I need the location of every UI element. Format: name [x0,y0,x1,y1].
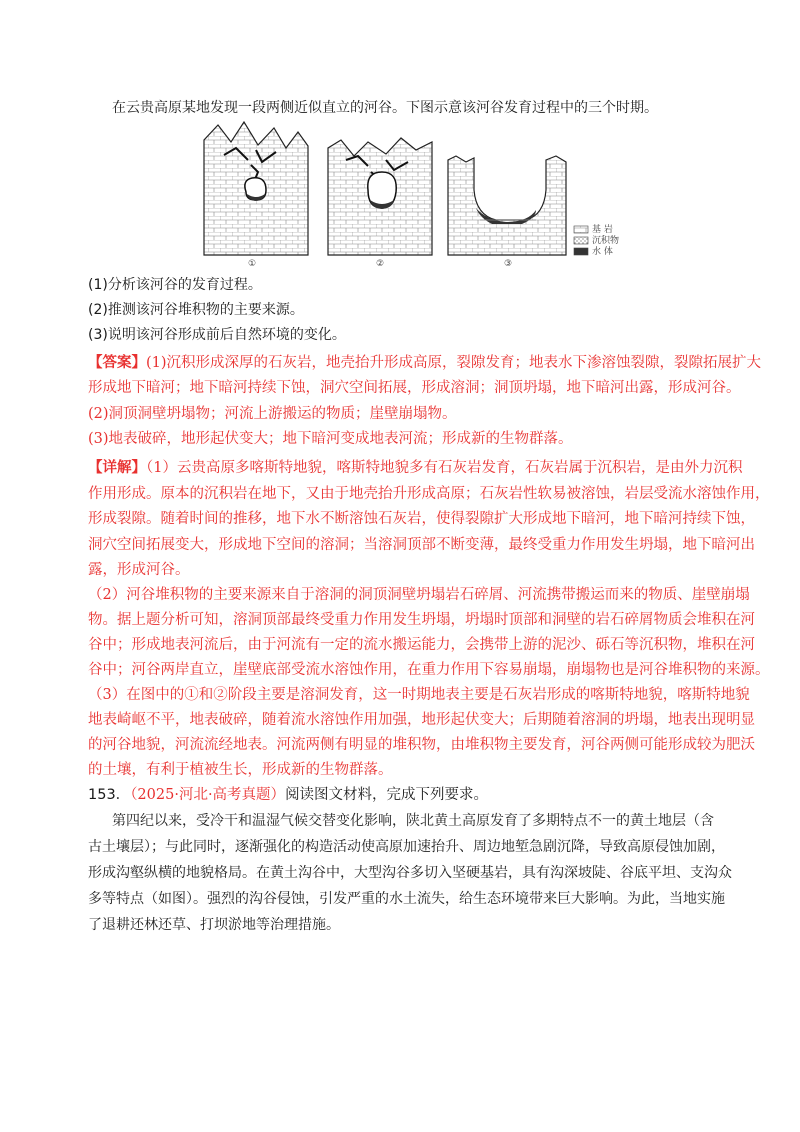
intro-text: 在云贵高原某地发现一段两侧近似直立的河谷。下图示意该河谷发育过程中的三个时期。 [112,100,658,116]
panel-label-1: ① [247,259,257,269]
detail-line-5: 露，形成河谷。 [88,562,190,578]
valley-development-figure [196,120,620,270]
question-number: 153． [88,787,131,803]
material-line-1: 第四纪以来，受冷干和温湿气候交替变化影响，陕北黄土高原发育了多期特点不一的黄土地层（含 [112,813,714,829]
legend-sediment-swatch [574,237,588,244]
material-line-3: 形成沟壑纵横的地貌格局。在黄土沟谷中，大型沟谷多切入坚硬基岩，具有沟深坡陡、谷底平坦、支沟众 [88,865,732,881]
legend-sediment-label: 沉积物 [592,236,620,246]
panel-2 [328,138,432,255]
legend-water-label: 水 体 [592,247,613,257]
question-prompt: 阅读图文材料，完成下列要求。 [285,787,489,803]
detail-line-11: 地表崎岖不平，地表破碎，随着流水溶蚀作用加强，地形起伏变大；后期随着溶洞的坍塌，地表出现明显 [88,712,755,728]
answer-tag: 【答案】 [88,354,146,371]
figure-legend [574,223,619,257]
answer-line-4: (3)地表破碎，地形起伏变大；地下暗河变成地表河流；形成新的生物群落。 [88,431,573,447]
detail-tag: 【详解】 [88,459,146,476]
detail-line-2: 作用形成。原本的沉积岩在地下，又由于地壳抬升形成高原；石灰岩性软易被溶蚀，岩层受流水溶蚀作用， [88,486,770,502]
detail-line-3: 形成裂隙。随着时间的推移，地下水不断溶蚀石灰岩，使得裂隙扩大形成地下暗河，地下暗河持续下蚀， [88,511,755,527]
answer-line-3: (2)洞顶洞壁坍塌物；河流上游搬运的物质；崖壁崩塌物。 [88,406,457,422]
panel-label-3: ③ [503,259,513,269]
question-1: (1)分析该河谷的发育过程。 [88,277,262,293]
detail-line-7: 物。据上题分析可知，溶洞顶部最终受重力作用发生坍塌，坍塌时顶部和洞壁的岩石碎屑物质会堆积在河 [88,612,755,628]
panel-3 [448,156,566,255]
legend-water-swatch [574,248,588,255]
detail-line-9: 谷中；河谷两岸直立，崖壁底部受流水溶蚀作用，在重力作用下容易崩塌，崩塌物也是河谷堆积物的来源。 [88,662,770,678]
next-question-header [88,784,728,806]
detail-line-1: 【详解】（1）云贵高原多喀斯特地貌，喀斯特地貌多有石灰岩发育，石灰岩属于沉积岩，是由外力沉积 [88,459,743,476]
detail-line-4: 洞穴空间拓展变大，形成地下空间的溶洞；当溶洞顶部不断变薄，最终受重力作用发生坍塌，地下暗河出 [88,537,755,553]
question-2: (2)推测该河谷堆积物的主要来源。 [88,302,304,318]
question-source: （2025·河北·高考真题） [130,787,286,803]
detail-line-10: （3）在图中的①和②阶段主要是溶洞发育，这一时期地表主要是石灰岩形成的喀斯特地貌，喀斯特地貌 [88,687,750,703]
panel-1 [204,122,308,255]
material-line-5: 了退耕还林还草、打坝淤地等治理措施。 [88,917,340,933]
question-3: (3)说明该河谷形成前后自然环境的变化。 [88,327,346,343]
material-line-2: 古土壤层）；与此同时，逐渐强化的构造活动使高原加速抬升、周边地堑急剧沉降，导致高原侵蚀加剧， [88,839,725,855]
detail-line-13: 的土壤，有利于植被生长，形成新的生物群落。 [88,762,393,778]
legend-bedrock-label: 基 岩 [592,225,613,235]
panel-label-2: ② [375,259,385,269]
legend-bedrock-swatch [574,226,588,233]
material-line-4: 多等特点（如图）。强烈的沟谷侵蚀，引发严重的水土流失，给生态环境带来巨大影响。为此，当地实施 [88,891,725,907]
answer-line-1: 【答案】(1)沉积形成深厚的石灰岩，地壳抬升形成高原，裂隙发育；地表水下渗溶蚀裂隙，裂隙拓展扩大 [88,354,762,371]
detail-line-12: 的河谷地貌，河流流经地表。河流两侧有明显的堆积物，由堆积物主要发育，河谷两侧可能形成较为肥沃 [88,737,755,753]
detail-line-6: （2）河谷堆积物的主要来源来自于溶洞的洞顶洞壁坍塌岩石碎屑、河流携带搬运而来的物质、崖壁崩塌 [88,587,750,603]
answer-line-2: 形成地下暗河；地下暗河持续下蚀，洞穴空间拓展，形成溶洞；洞顶坍塌，地下暗河出露，形成河谷。 [88,380,741,396]
detail-line-8: 谷中；形成地表河流后，由于河流有一定的流水搬运能力，会携带上游的泥沙、砾石等沉积物，堆积在河 [88,637,755,653]
